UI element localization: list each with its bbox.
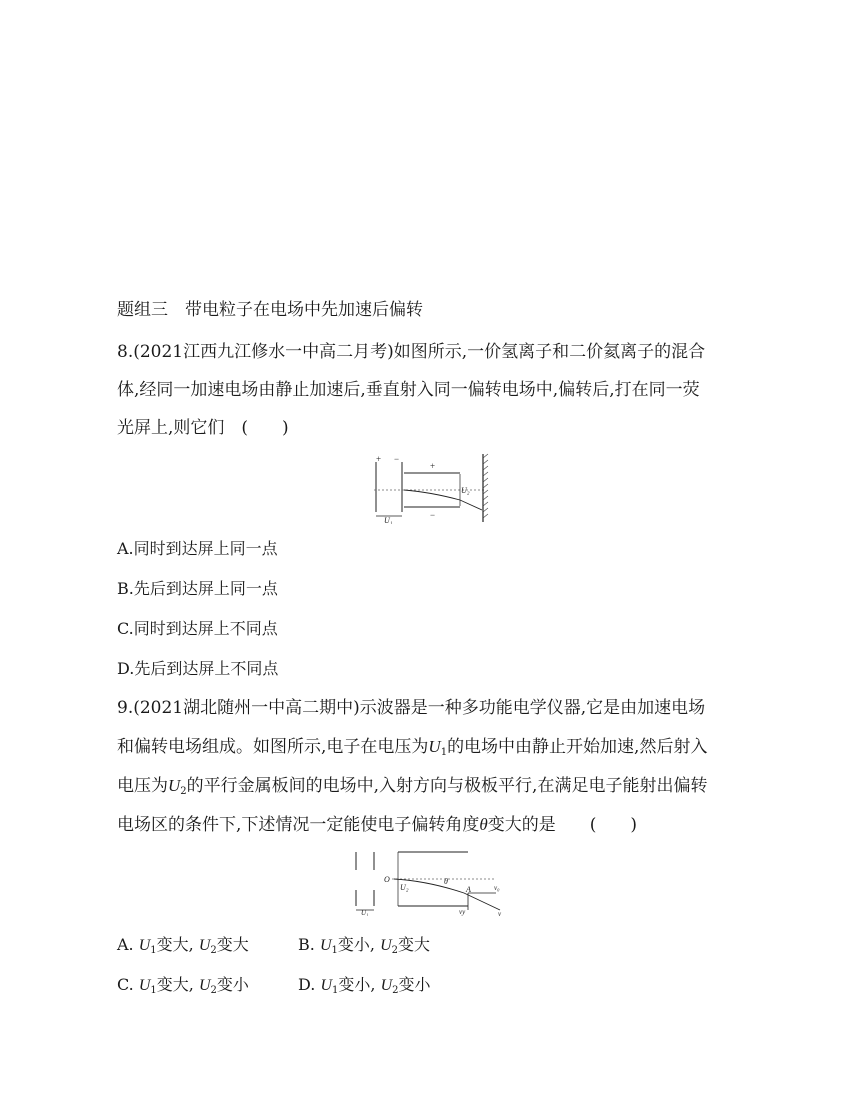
u1-label: U₁ (361, 909, 369, 916)
u2-label: U₂ (461, 486, 470, 495)
accel-minus-sign: − (394, 454, 400, 464)
q8-stem-line-3: 光屏上,则它们 ( ) (117, 418, 289, 438)
screen-hatching (483, 454, 488, 518)
deflect-minus-sign: − (430, 510, 436, 520)
v0-label: v₀ (494, 884, 500, 892)
v-label: v (498, 910, 502, 916)
var-u1: U (428, 737, 441, 756)
q8-option-c: C.同时到达屏上不同点 (117, 619, 278, 638)
vy-label: vy (459, 908, 466, 916)
var-u2: U (168, 776, 181, 795)
q9-option-c: C. $U_1$变大, $U_2$变小 (117, 975, 249, 996)
section-title: 题组三 带电粒子在电场中先加速后偏转 (117, 300, 423, 320)
q9-stem-line-2: 和偏转电场组成。如图所示,电子在电压为$U_1$的电场中由静止开始加速,然后射入 (117, 737, 708, 758)
q8-diagram (368, 452, 492, 524)
q8-stem-line-2: 体,经同一加速电场由静止加速后,垂直射入同一偏转电场中,偏转后,打在同一荧 (117, 380, 700, 400)
q9-diagram (348, 848, 510, 916)
q8-option-a: A.同时到达屏上同一点 (117, 539, 278, 558)
var-theta: θ (479, 815, 488, 834)
u2-label: U₂ (400, 883, 409, 892)
accel-plus-sign: + (376, 454, 382, 464)
q9-option-a: A. $U_1$变大, $U_2$变大 (117, 935, 249, 956)
theta-label: θ (444, 877, 448, 886)
q9-stem-line-1: 9.(2021湖北随州一中高二期中)示波器是一种多功能电学仪器,它是由加速电场 (117, 698, 706, 718)
q9-stem-line-3: 电压为$U_2$的平行金属板间的电场中,入射方向与极板平行,在满足电子能射出偏转 (117, 776, 708, 797)
u1-label: U₁ (384, 516, 393, 524)
deflect-plus-sign: + (430, 461, 436, 471)
q8-option-d: D.先后到达屏上不同点 (117, 659, 279, 678)
q9-option-b: B. $U_1$变小, $U_2$变大 (298, 935, 431, 956)
q9-option-d: D. $U_1$变小, $U_2$变小 (298, 975, 431, 996)
q8-stem-line-1: 8.(2021江西九江修水一中高二月考)如图所示,一价氢离子和二价氦离子的混合 (117, 342, 706, 362)
origin-label: O (384, 875, 390, 884)
q9-stem-line-4: 电场区的条件下,下述情况一定能使电子偏转角度θ变大的是 ( ) (117, 815, 638, 835)
point-a-label: A (466, 885, 471, 894)
q8-option-b: B.先后到达屏上同一点 (117, 579, 278, 598)
